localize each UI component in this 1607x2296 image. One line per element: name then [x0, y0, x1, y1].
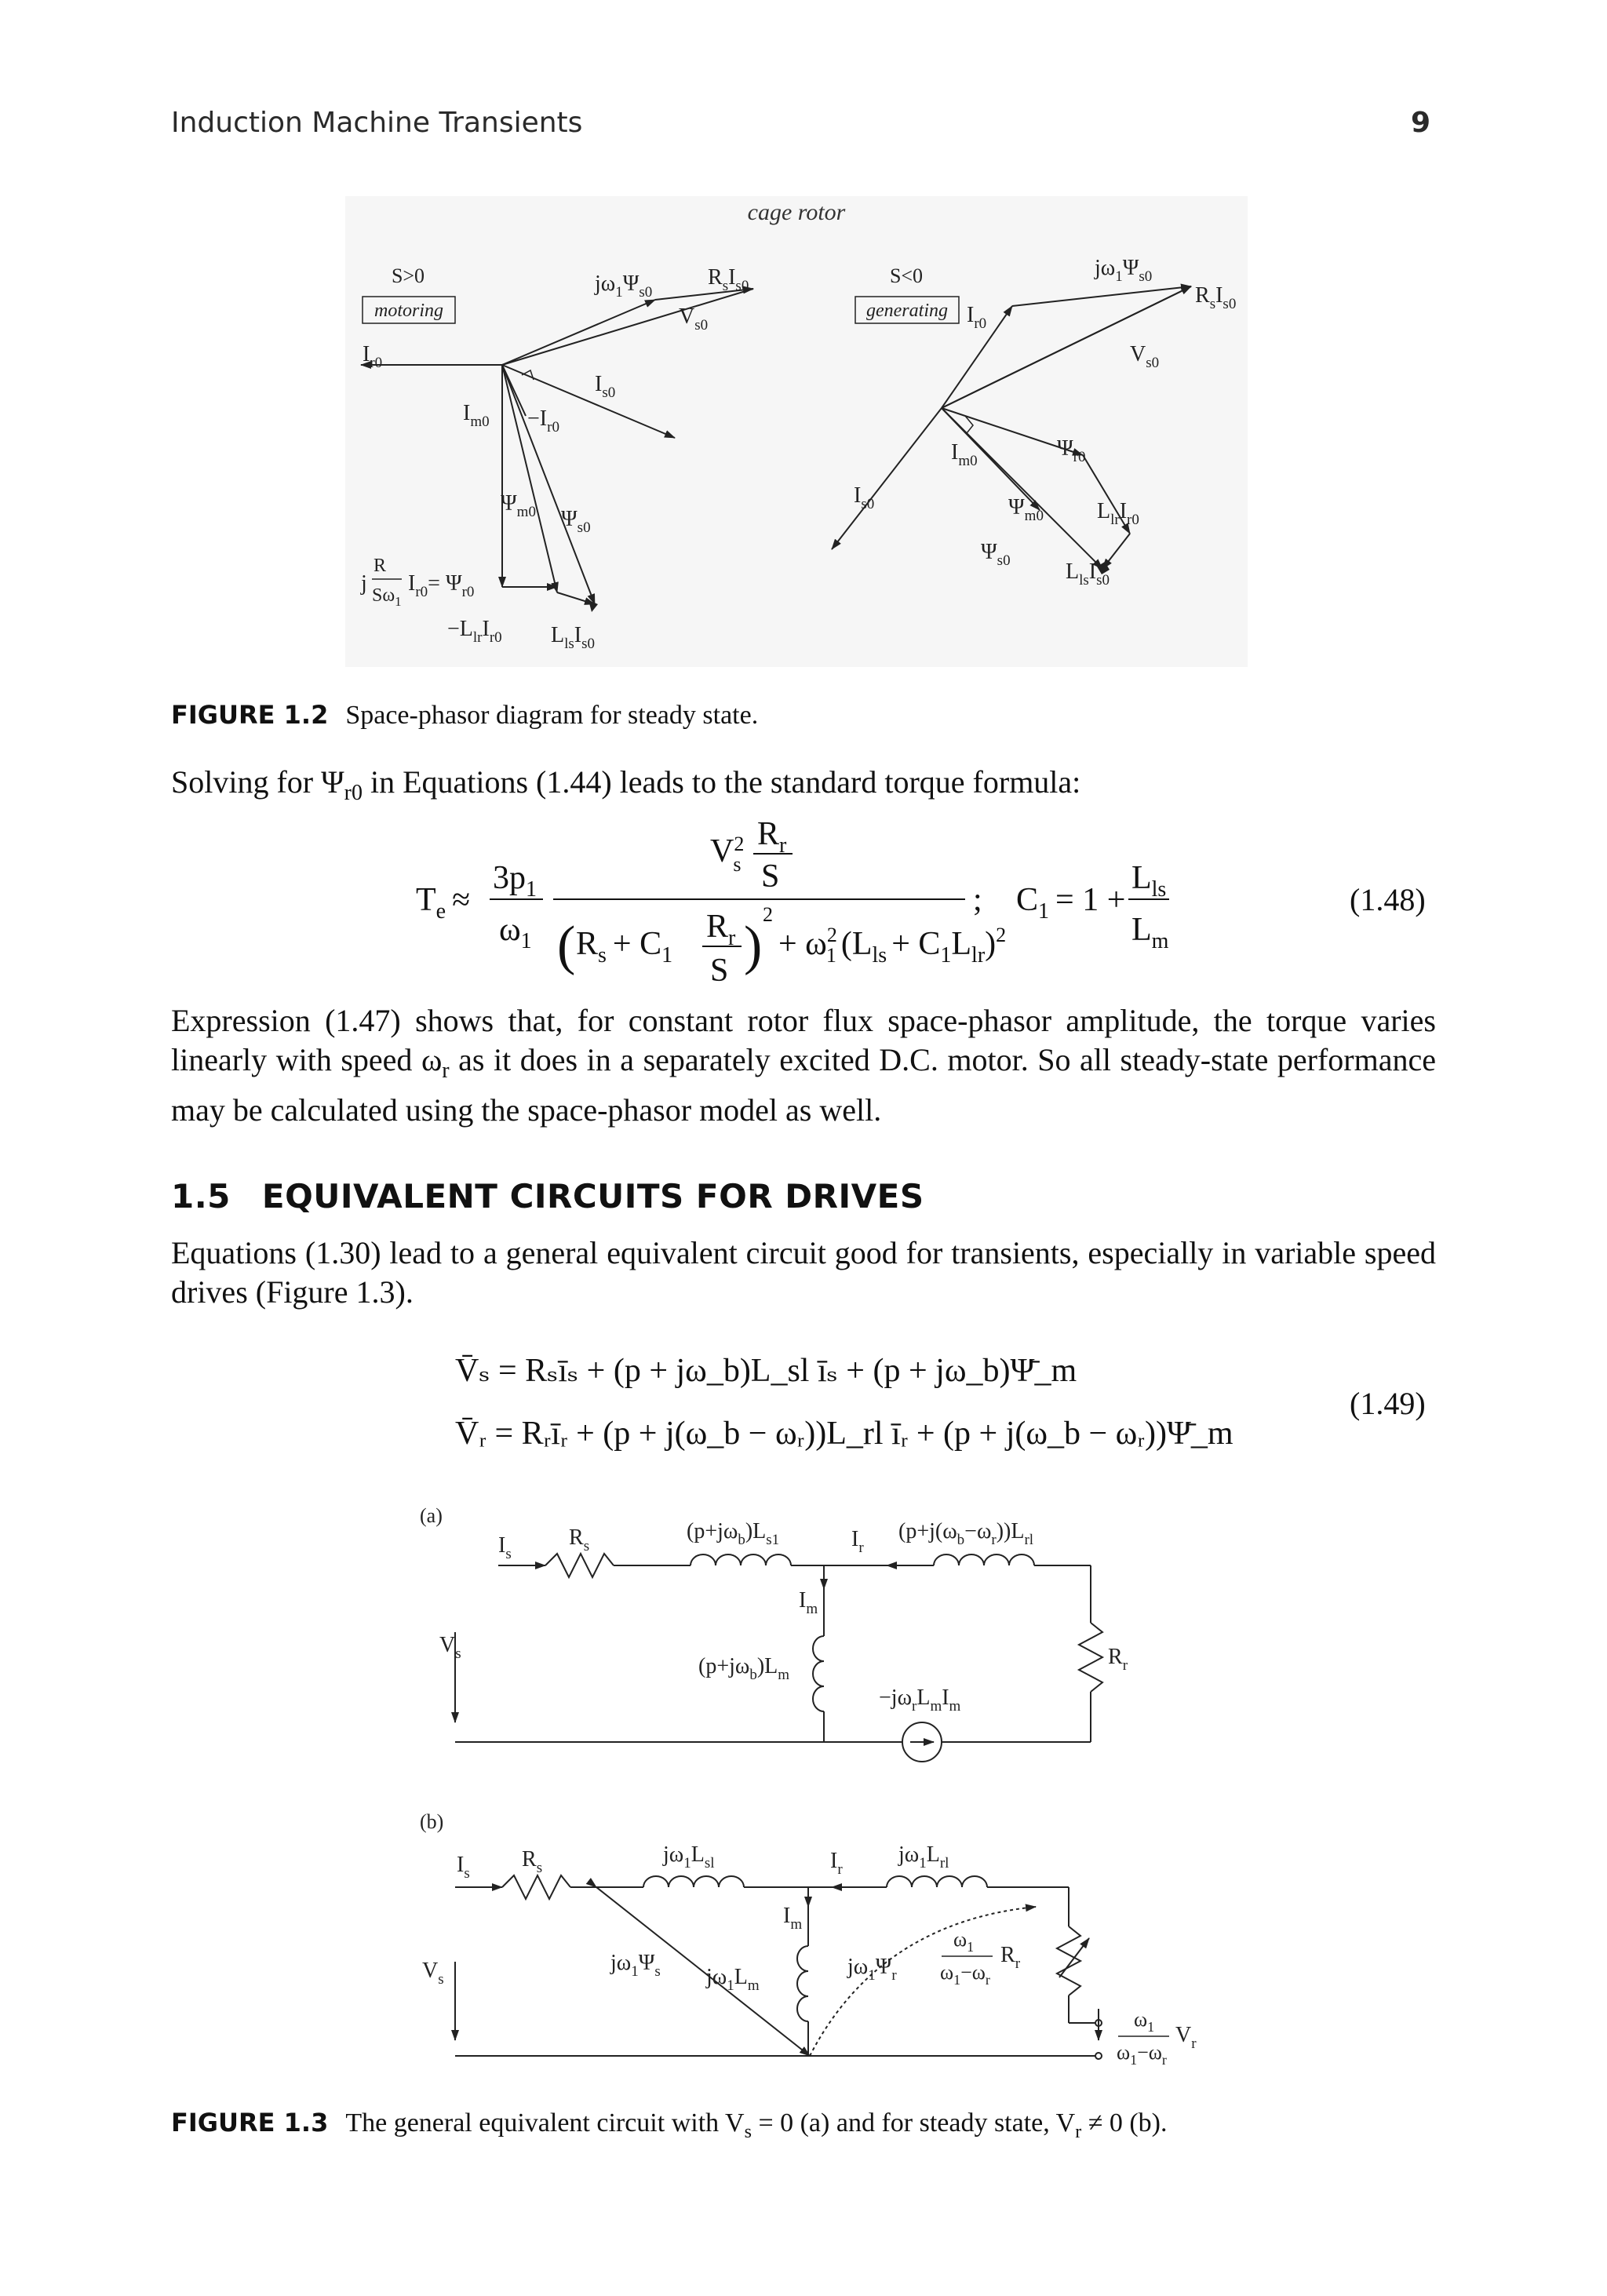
svg-text:Ir: $I_r$ [851, 1527, 864, 1556]
svg-text:Im: $I_m$ [799, 1588, 818, 1617]
label-psis0-gen: $\Psi_{s0}$ [981, 540, 1011, 569]
section-title: EQUIVALENT CIRCUITS FOR DRIVES [261, 1177, 924, 1215]
caption-text: Space-phasor diagram for steady state. [345, 701, 759, 730]
svg-text:C1= 1 +: $C_1 = 1$ + [1016, 882, 1126, 924]
label-im0: $I_{m0}$ [463, 401, 490, 430]
panel-b-tag: (b) [420, 1810, 444, 1833]
svg-text:Lm: $L_m$ [1131, 912, 1169, 953]
equation-1-49 [439, 1342, 1444, 1467]
equation-number-1-49: (1.49) [1350, 1386, 1426, 1421]
svg-text:Rs: $R_s$ [569, 1525, 590, 1554]
motoring-condition: S>0 [391, 264, 425, 287]
label-lls-is0-gen: $L_{ls}I_{s0}$ [1066, 559, 1110, 589]
svg-text:Rr: $R_r$ [757, 822, 787, 858]
caption-label: FIGURE 1.2 [171, 700, 329, 730]
label-vs0: $V_{s0}$ [679, 304, 709, 333]
svg-text:ω1: $\omega_1$ [499, 912, 532, 953]
label-psir0-gen: $\Psi_{r0}$ [1057, 436, 1086, 465]
label-im0-gen: $I_{m0}$ [951, 440, 978, 469]
label-rsis0-gen: $R_sI_{s0}$ [1195, 283, 1237, 312]
svg-text:S: S [761, 858, 780, 895]
equation-1-49-line2: V̄ᵣ = Rᵣīᵣ + (p + j(ω_b − ωᵣ))L_rl īᵣ + (p + j(ω_b − ωᵣ))Ψ̄_m [455, 1416, 1233, 1452]
svg-text:Is: $I_s$ [457, 1853, 470, 1882]
resistor-rr-b [1057, 1926, 1080, 1995]
svg-text:S: S [710, 953, 729, 989]
svg-text:R: R [374, 556, 387, 576]
resistor-rs-b [502, 1875, 570, 1899]
figure-1-3-equivalent-circuits [408, 1499, 1255, 2111]
label-llr-ir0-gen: $L_{lr}I_{r0}$ [1097, 499, 1139, 528]
label-minus-ir0: $-I_{r0}$ [527, 406, 559, 436]
caption-label: FIGURE 1.3 [171, 2108, 329, 2137]
label-jw1psis0: $j\omega_1\Psi_{s0}$ [595, 272, 653, 301]
resistor-rr-a [1079, 1623, 1102, 1692]
svg-text:ω1: $\omega_1$ [1134, 2008, 1155, 2035]
section-heading [171, 1177, 924, 1215]
svg-text:Lls: $L_{ls}$ [1131, 860, 1167, 902]
circuit-panel-b [420, 1810, 1197, 2068]
svg-text:Vs: $V_s$ [422, 1959, 444, 1988]
svg-text:jω1Lrl: $j\omega_1L_{rl}$ [898, 1842, 949, 1871]
svg-text:3p1: $3p_1$ [493, 860, 537, 902]
svg-text:jω1Ψr: $j\omega_1\Psi_r$ [847, 1955, 897, 1984]
section-number: 1.5 [171, 1177, 231, 1215]
page-number: 9 [1410, 107, 1430, 139]
svg-text:Im: $I_m$ [783, 1904, 803, 1933]
label-lls-is0: $L_{ls}I_{s0}$ [551, 623, 596, 652]
inductor-lm-a [813, 1636, 824, 1711]
circuit-panel-a [420, 1504, 1128, 1762]
inductor-lm-b [797, 1946, 808, 2021]
label-ir0-gen: $I_{r0}$ [967, 303, 987, 332]
label-vs0-gen: $V_{s0}$ [1130, 342, 1160, 371]
svg-text:ω1−ωr: $\omega_1-\omega_r$ [940, 1961, 990, 1988]
inductor-lsl-a [691, 1554, 791, 1565]
figure-1-3-caption: FIGURE 1.3 The general equivalent circuit with $V_s = 0$ (a) and for steady state, $V_r \ne 0$ (b). [171, 2108, 1168, 2142]
label-is0: $I_{s0}$ [595, 372, 616, 401]
generating-condition: S<0 [889, 264, 924, 287]
svg-text:Te≈: $T_e$ ≈ [416, 882, 471, 924]
svg-text:Vr: $V_r$ [1175, 2023, 1197, 2052]
label-rsis0: $R_sI_{s0}$ [708, 265, 749, 294]
label-is0-gen: $I_{s0}$ [854, 483, 875, 512]
svg-text:ω1: $\omega_1$ [953, 1928, 975, 1955]
motoring-mode: motoring [374, 301, 444, 321]
label-psim0-gen: $\Psi_{m0}$ [1008, 495, 1044, 524]
inductor-lsl-b [643, 1876, 744, 1887]
svg-text:Vs: $V_s$ [439, 1633, 461, 1662]
label-psis0: $\Psi_{s0}$ [561, 507, 591, 536]
svg-text:Rr: $R_r$ [706, 909, 736, 950]
label-psim0: $\Psi_{m0}$ [501, 491, 536, 520]
svg-text:(: ( [557, 916, 576, 976]
svg-text:V2s: $V^2$ s [710, 833, 745, 876]
inductor-lrl-b [887, 1876, 987, 1887]
running-title: Induction Machine Transients [171, 107, 583, 139]
svg-text:Rr: $R_r$ [1000, 1943, 1021, 1972]
svg-text:ω1−ωr: $\omega_1-\omega_r$ [1117, 2041, 1167, 2068]
svg-text:(p+jωb)Lm: $(p+j\omega_b)L_m$ [698, 1654, 790, 1683]
terminal-bottom [1095, 2053, 1102, 2059]
equation-1-48 [408, 822, 1444, 1003]
inductor-lrl-a [934, 1554, 1034, 1565]
svg-text:−jωrLmIm: $-j\omega_rL_mI_m$ [879, 1686, 961, 1715]
resistor-rs-a [545, 1554, 614, 1577]
generating-mode: generating [866, 301, 948, 321]
paragraph-equivalent-circuit: Equations (1.30) lead to a general equivalent circuit good for transients, especially in variable speed drives (Figure 1.3). [171, 1235, 1436, 1310]
label-jw1psis0-gen: $j\omega_1\Psi_{s0}$ [1095, 256, 1153, 285]
figure-title: cage rotor [747, 199, 846, 225]
label-llr-ir0: $-L_{lr}I_{r0}$ [447, 617, 502, 646]
figure-1-2-caption [171, 700, 758, 731]
svg-text:Rr: $R_r$ [1108, 1645, 1128, 1674]
svg-text:;: ; [973, 882, 982, 918]
svg-text:Sω1: $S\omega_1$ [372, 585, 402, 609]
svg-text:Rs+ C1: $R_s + C_1$ [576, 926, 673, 968]
svg-text:j: j [361, 571, 367, 596]
svg-text:): ) [744, 916, 763, 976]
paragraph-torque-intro: Solving for $\Psi_{r0}$ in Equations (1.44) leads to the standard torque formula: [171, 764, 1081, 805]
svg-text:Rs: $R_s$ [522, 1847, 543, 1876]
label-ir0: $I_{r0}$ [363, 342, 383, 371]
svg-text:2: 2 [763, 903, 773, 926]
figure-1-2-phasor-diagram [345, 196, 1248, 667]
equation-number-1-48: (1.48) [1350, 882, 1426, 917]
svg-text:+ ω21(Lls+ C1Llr)2: + $\omega^2$ 1 $(L_{ls} + C_1L_{lr})^2$ [778, 924, 1007, 968]
svg-text:jω1Lsl: $j\omega_1L_{sl}$ [663, 1842, 715, 1871]
svg-text:(p+jωb)Ls1: $(p+j\omega_b)L_{s1}$ [687, 1519, 780, 1548]
svg-text:Ir0= Ψr0: $I_{r0}= \Psi_{r0}$ [408, 571, 475, 600]
svg-text:(p+j(ωb−ωr))Lrl: $(p+j(\omega_b-\omega_r))L_{rl}$ [898, 1519, 1034, 1548]
svg-text:Ir: $I_r$ [830, 1849, 843, 1878]
paragraph-torque-speed: Expression (1.47) shows that, for constant rotor flux space-phasor amplitude, the torque varies linearly with speed $\omega_r$ as it does in a separately excited D.C. motor. So all steady-state performance may be calculated using the space-phasor model as well. [171, 1003, 1436, 1128]
psir-arrow [810, 1907, 1036, 2056]
svg-text:jω1Lm: $j\omega_1L_m$ [706, 1965, 760, 1994]
svg-text:jω1Ψs: $j\omega_1\Psi_s$ [610, 1951, 661, 1980]
svg-text:Is: $I_s$ [498, 1533, 512, 1562]
panel-a-tag: (a) [420, 1504, 443, 1527]
equation-1-49-line1: V̄ₛ = Rₛīₛ + (p + jω_b)L_sl īₛ + (p + jω_b)Ψ̄_m [455, 1353, 1077, 1389]
